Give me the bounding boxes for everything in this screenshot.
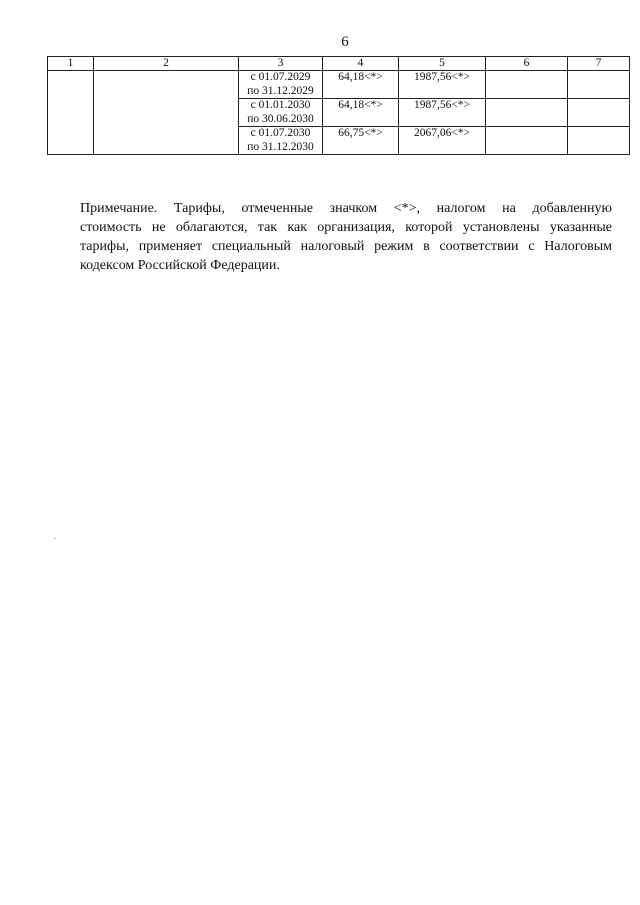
note-line: кодексом Российской Федерации. xyxy=(80,258,280,273)
column-header: 3 xyxy=(239,57,323,71)
period-start: с 01.07.2030 xyxy=(250,127,311,139)
cell-period xyxy=(239,99,323,127)
cell-col7 xyxy=(568,99,630,127)
cell-col4: 64,18<*> xyxy=(323,71,399,99)
column-header: 7 xyxy=(568,57,630,71)
cell-col6 xyxy=(486,127,568,155)
cell-col7 xyxy=(568,71,630,99)
cell-col5: 2067,06<*> xyxy=(399,127,486,155)
cell-col5: 1987,56<*> xyxy=(399,99,486,127)
cell-period xyxy=(239,71,323,99)
cell-col5: 1987,56<*> xyxy=(399,71,486,99)
cell-col6 xyxy=(486,99,568,127)
cell-col6 xyxy=(486,71,568,99)
period-start: с 01.01.2030 xyxy=(250,99,311,111)
scan-speck xyxy=(54,538,56,539)
column-header: 5 xyxy=(399,57,486,71)
page-number: 6 xyxy=(341,34,349,50)
column-header: 1 xyxy=(48,57,94,71)
note-paragraph xyxy=(80,199,612,275)
period-end: по 31.12.2029 xyxy=(247,84,314,97)
column-header: 6 xyxy=(486,57,568,71)
note-line: стоимость не облагаются, так как организация, которой установлены указанные xyxy=(80,220,612,235)
table-header-row xyxy=(48,57,630,71)
column-header: 4 xyxy=(323,57,399,71)
cell-col1 xyxy=(48,71,94,155)
tariff-table xyxy=(47,56,630,155)
cell-col4: 64,18<*> xyxy=(323,99,399,127)
cell-col7 xyxy=(568,127,630,155)
note-line: Примечание. Тарифы, отмеченные значком <*>, налогом на добавленную xyxy=(80,201,612,216)
cell-col4: 66,75<*> xyxy=(323,127,399,155)
cell-period xyxy=(239,127,323,155)
column-header: 2 xyxy=(94,57,239,71)
period-end: по 31.12.2030 xyxy=(247,140,314,153)
cell-col2 xyxy=(94,71,239,155)
period-start: с 01.07.2029 xyxy=(250,71,311,83)
period-end: по 30.06.2030 xyxy=(247,112,314,125)
table-row xyxy=(48,71,630,99)
note-line: тарифы, применяет специальный налоговый режим в соответствии с Налоговым xyxy=(80,239,612,254)
